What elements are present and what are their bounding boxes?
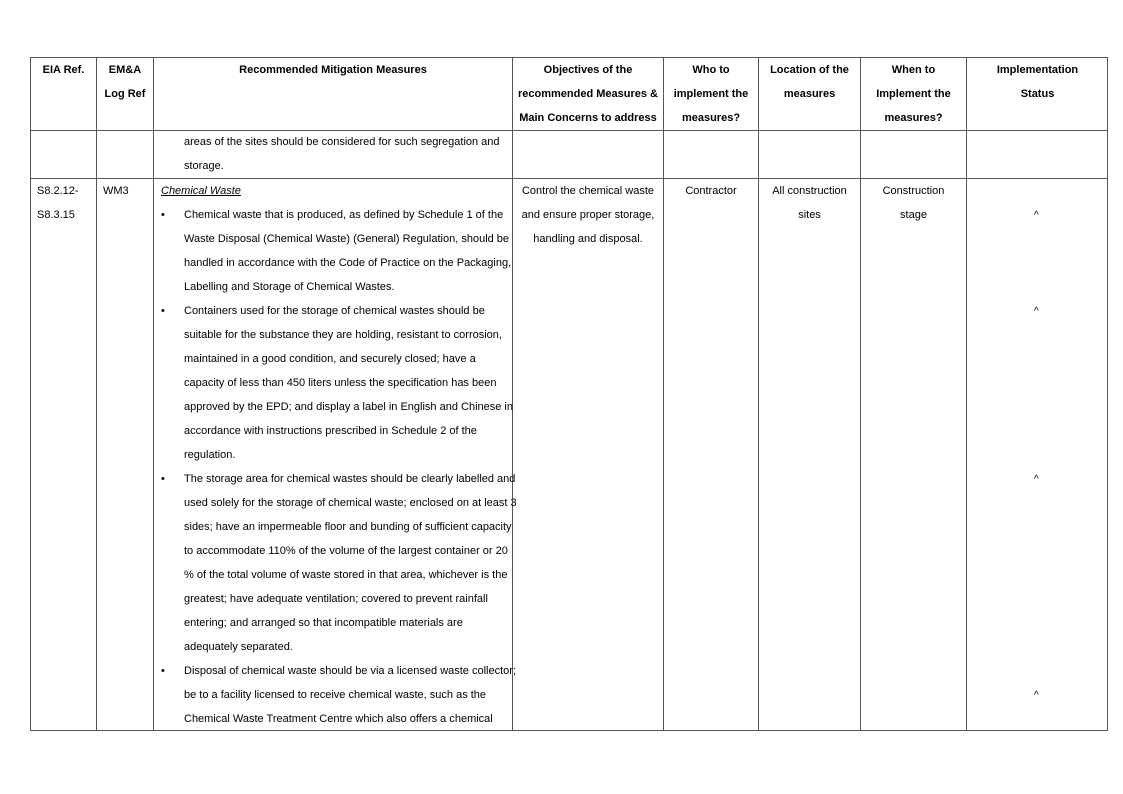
header-line: Implementation — [996, 64, 1079, 76]
bullet-text-line: greatest; have adequate ventilation; covered to prevent rainfall — [184, 593, 488, 605]
mitigation-measures-table — [30, 57, 1108, 731]
bullet-text-line: be to a facility licensed to receive chemical waste, such as the — [184, 689, 487, 701]
status-mark: ^ — [1034, 474, 1039, 485]
objective-line: and ensure proper storage, — [521, 209, 655, 221]
eia-ref-line: S8.2.12- — [37, 185, 79, 197]
header-line: Location of the — [770, 64, 849, 76]
when-line: Construction — [882, 185, 945, 197]
objective-line: handling and disposal. — [533, 233, 643, 245]
header-who — [664, 58, 758, 130]
header-when — [861, 58, 966, 130]
log-ref-value: WM3 — [103, 185, 129, 197]
status-mark: ^ — [1034, 210, 1039, 221]
bullet-item — [161, 659, 516, 731]
who-cell — [664, 179, 758, 203]
header-line: measures — [783, 88, 836, 100]
bullet-text-line: used solely for the storage of chemical waste; enclosed on at least 3 — [184, 497, 517, 509]
bullet-glyph: • — [161, 473, 165, 485]
header-status — [967, 58, 1108, 106]
bullet-text-line: The storage area for chemical wastes should be clearly labelled and — [184, 473, 516, 485]
header-line: Objectives of the — [543, 64, 633, 76]
bullet-item — [161, 299, 511, 467]
status-mark: ^ — [1034, 690, 1039, 701]
bullet-text-line: capacity of less than 450 liters unless the specification has been — [184, 377, 497, 389]
header-line: Log Ref — [104, 88, 146, 100]
header-line: Implement the — [876, 88, 951, 100]
when-cell — [861, 179, 966, 227]
header-line: Status — [1020, 88, 1055, 100]
when-line: stage — [900, 209, 927, 221]
bullet-text-line: regulation. — [184, 449, 236, 461]
continuation-text — [184, 130, 500, 178]
header-line: Recommended Mitigation Measures — [239, 64, 427, 76]
bullet-text-line: sides; have an impermeable floor and bunding of sufficient capacity — [184, 521, 512, 533]
status-mark: ^ — [1034, 306, 1039, 317]
col-divider — [758, 58, 759, 730]
header-eia-ref — [31, 58, 96, 82]
header-emna-log-ref — [97, 58, 153, 106]
location-cell — [759, 179, 860, 227]
col-divider — [512, 58, 513, 730]
header-line: recommended Measures & — [518, 88, 658, 100]
header-line: Who to — [692, 64, 730, 76]
section-title: Chemical Waste — [161, 185, 241, 197]
location-line: All construction — [772, 185, 847, 197]
objective-line: Control the chemical waste — [521, 185, 655, 197]
bullet-text-line: Labelling and Storage of Chemical Wastes. — [184, 281, 395, 293]
header-eia-ref-line: EIA Ref. — [42, 64, 85, 76]
header-line: When to — [891, 64, 936, 76]
bullet-glyph: • — [161, 305, 165, 317]
bullet-text-line: Containers used for the storage of chemical wastes should be — [184, 305, 485, 317]
bullet-text-line: Disposal of chemical waste should be via a licensed waste collector; — [184, 665, 516, 677]
bullet-glyph: • — [161, 209, 165, 221]
who-value: Contractor — [685, 185, 737, 197]
text-line: storage. — [184, 160, 224, 172]
bullet-text-line: % of the total volume of waste stored in that area, whichever is the — [184, 569, 508, 581]
header-location — [759, 58, 860, 106]
header-measures — [154, 58, 512, 82]
bullet-text-line: maintained in a good condition, and securely closed; have a — [184, 353, 476, 365]
header-line: Main Concerns to address — [519, 112, 657, 124]
header-line: implement the — [673, 88, 749, 100]
header-line: EM&A — [108, 64, 142, 76]
bullet-text-line: to accommodate 110% of the volume of the largest container or 20 — [184, 545, 508, 557]
eia-ref-line: S8.3.15 — [37, 209, 75, 221]
bullet-text-line: suitable for the substance they are holding, resistant to corrosion, — [184, 329, 502, 341]
log-ref-cell — [103, 179, 129, 203]
bullet-item — [161, 203, 511, 299]
eia-ref-cell — [37, 179, 79, 227]
col-divider — [153, 58, 154, 730]
header-objectives — [513, 58, 663, 130]
bullet-text-line: adequately separated. — [184, 641, 293, 653]
col-divider — [96, 58, 97, 730]
bullet-text-line: approved by the EPD; and display a label in English and Chinese in — [184, 401, 513, 413]
bullet-text-line: Chemical Waste Treatment Centre which also offers a chemical — [184, 713, 493, 725]
col-divider — [860, 58, 861, 730]
col-divider — [966, 58, 967, 730]
bullet-text-line: Chemical waste that is produced, as defined by Schedule 1 of the — [184, 209, 504, 221]
location-line: sites — [798, 209, 821, 221]
bullet-glyph: • — [161, 665, 165, 677]
bullet-text-line: Waste Disposal (Chemical Waste) (General) Regulation, should be — [184, 233, 510, 245]
bullet-text-line: accordance with instructions prescribed in Schedule 2 of the — [184, 425, 477, 437]
header-line: measures? — [884, 112, 943, 124]
bullet-list — [161, 203, 517, 731]
bullet-text-line: handled in accordance with the Code of Practice on the Packaging, — [184, 257, 512, 269]
bullet-item — [161, 467, 517, 659]
text-line: areas of the sites should be considered for such segregation and — [184, 136, 500, 148]
measures-cell — [161, 179, 517, 731]
bullet-text-line: entering; and arranged so that incompatible materials are — [184, 617, 463, 629]
col-divider — [663, 58, 664, 730]
objectives-cell — [513, 179, 663, 251]
header-line: measures? — [681, 112, 741, 124]
